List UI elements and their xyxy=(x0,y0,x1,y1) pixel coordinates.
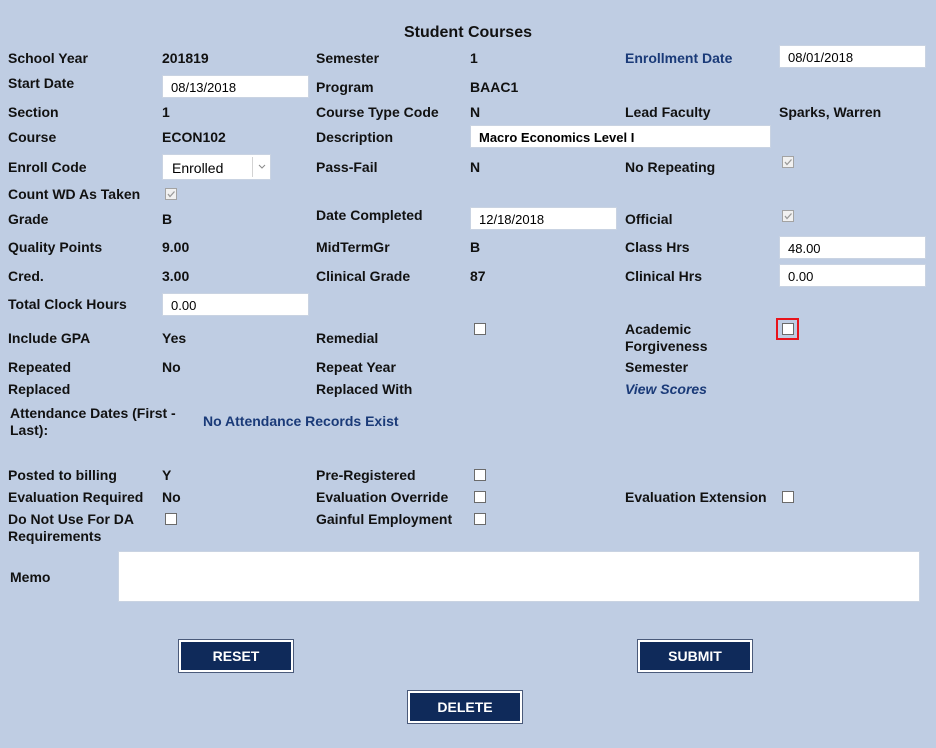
repeated-label: Repeated xyxy=(8,359,72,375)
clinical-grade-label: Clinical Grade xyxy=(316,268,411,284)
reset-button[interactable]: RESET xyxy=(179,640,293,672)
school-year-value: 201819 xyxy=(162,50,209,66)
midterm-gr-label: MidTermGr xyxy=(316,239,390,255)
pre-registered-label: Pre-Registered xyxy=(316,467,416,483)
enroll-code-select[interactable] xyxy=(162,154,271,180)
no-repeating-checkbox[interactable] xyxy=(782,156,794,168)
course-value: ECON102 xyxy=(162,129,226,145)
view-scores-link[interactable]: View Scores xyxy=(625,381,707,397)
section-value: 1 xyxy=(162,104,170,120)
repeat-year-label: Repeat Year xyxy=(316,359,396,375)
quality-points-value: 9.00 xyxy=(162,239,190,255)
gainful-employment-checkbox[interactable] xyxy=(474,513,486,525)
clinical-grade-value: 87 xyxy=(470,268,486,284)
do-not-use-da-label-1: Do Not Use For DA xyxy=(8,511,134,527)
total-clock-hours-input[interactable]: 0.00 xyxy=(162,293,309,316)
grade-value: B xyxy=(162,211,173,227)
evaluation-override-checkbox[interactable] xyxy=(474,491,486,503)
enrollment-date-label[interactable]: Enrollment Date xyxy=(625,50,733,66)
clinical-hrs-label: Clinical Hrs xyxy=(625,268,703,284)
program-value: BAAC1 xyxy=(470,79,519,95)
date-completed-label: Date Completed xyxy=(316,207,423,223)
enroll-code-selected: Enrolled xyxy=(172,160,224,176)
cred-label: Cred. xyxy=(8,268,44,284)
attendance-dates-label-2: Last): xyxy=(10,422,49,438)
cred-value: 3.00 xyxy=(162,268,190,284)
semester-2-label: Semester xyxy=(625,359,689,375)
start-date-input[interactable]: 08/13/2018 xyxy=(162,75,309,98)
posted-to-billing-label: Posted to billing xyxy=(8,467,117,483)
grade-label: Grade xyxy=(8,211,49,227)
lead-faculty-label: Lead Faculty xyxy=(625,104,711,120)
evaluation-extension-label: Evaluation Extension xyxy=(625,489,767,505)
evaluation-extension-checkbox[interactable] xyxy=(782,491,794,503)
class-hrs-input[interactable]: 48.00 xyxy=(779,236,926,259)
academic-forgiveness-label-2: Forgiveness xyxy=(625,338,708,354)
pass-fail-value: N xyxy=(470,159,481,175)
do-not-use-da-label-2: Requirements xyxy=(8,528,102,544)
memo-textarea[interactable] xyxy=(118,551,920,602)
academic-forgiveness-label-1: Academic xyxy=(625,321,692,337)
memo-label: Memo xyxy=(10,569,51,585)
replaced-label: Replaced xyxy=(8,381,71,397)
count-wd-label: Count WD As Taken xyxy=(8,186,141,202)
attendance-dates-value: No Attendance Records Exist xyxy=(203,413,399,429)
pass-fail-label: Pass-Fail xyxy=(316,159,378,175)
page-title: Student Courses xyxy=(403,24,532,41)
course-type-code-value: N xyxy=(470,104,481,120)
include-gpa-label: Include GPA xyxy=(8,330,91,346)
evaluation-override-label: Evaluation Override xyxy=(316,489,449,505)
school-year-label: School Year xyxy=(8,50,88,66)
section-label: Section xyxy=(8,104,59,120)
academic-forgiveness-checkbox[interactable] xyxy=(782,323,794,335)
clinical-hrs-input[interactable]: 0.00 xyxy=(779,264,926,287)
do-not-use-da-checkbox[interactable] xyxy=(165,513,177,525)
repeated-value: No xyxy=(162,359,181,375)
program-label: Program xyxy=(316,79,374,95)
count-wd-checkbox[interactable] xyxy=(165,188,177,200)
semester-label: Semester xyxy=(316,50,380,66)
course-label: Course xyxy=(8,129,57,145)
remedial-label: Remedial xyxy=(316,330,379,346)
chevron-down-icon xyxy=(257,158,267,179)
no-repeating-label: No Repeating xyxy=(625,159,716,175)
check-icon xyxy=(166,189,176,199)
date-completed-input[interactable]: 12/18/2018 xyxy=(470,207,617,230)
remedial-checkbox[interactable] xyxy=(474,323,486,335)
submit-button[interactable]: SUBMIT xyxy=(638,640,752,672)
lead-faculty-value: Sparks, Warren xyxy=(779,104,882,120)
start-date-label: Start Date xyxy=(8,75,75,91)
description-label: Description xyxy=(316,129,394,145)
attendance-dates-label-1: Attendance Dates (First - xyxy=(10,405,176,421)
evaluation-required-value: No xyxy=(162,489,181,505)
enrollment-date-input[interactable]: 08/01/2018 xyxy=(779,45,926,68)
official-label: Official xyxy=(625,211,673,227)
select-divider xyxy=(252,157,253,177)
class-hrs-label: Class Hrs xyxy=(625,239,690,255)
description-input[interactable]: Macro Economics Level I xyxy=(470,125,771,148)
course-type-code-label: Course Type Code xyxy=(316,104,439,120)
enroll-code-label: Enroll Code xyxy=(8,159,87,175)
posted-to-billing-value: Y xyxy=(162,467,172,483)
check-icon xyxy=(783,157,793,167)
semester-value: 1 xyxy=(470,50,478,66)
include-gpa-value: Yes xyxy=(162,330,187,346)
replaced-with-label: Replaced With xyxy=(316,381,413,397)
delete-button[interactable]: DELETE xyxy=(408,691,522,723)
midterm-gr-value: B xyxy=(470,239,481,255)
quality-points-label: Quality Points xyxy=(8,239,103,255)
check-icon xyxy=(783,211,793,221)
evaluation-required-label: Evaluation Required xyxy=(8,489,144,505)
official-checkbox[interactable] xyxy=(782,210,794,222)
pre-registered-checkbox[interactable] xyxy=(474,469,486,481)
gainful-employment-label: Gainful Employment xyxy=(316,511,453,527)
total-clock-hours-label: Total Clock Hours xyxy=(8,296,127,312)
